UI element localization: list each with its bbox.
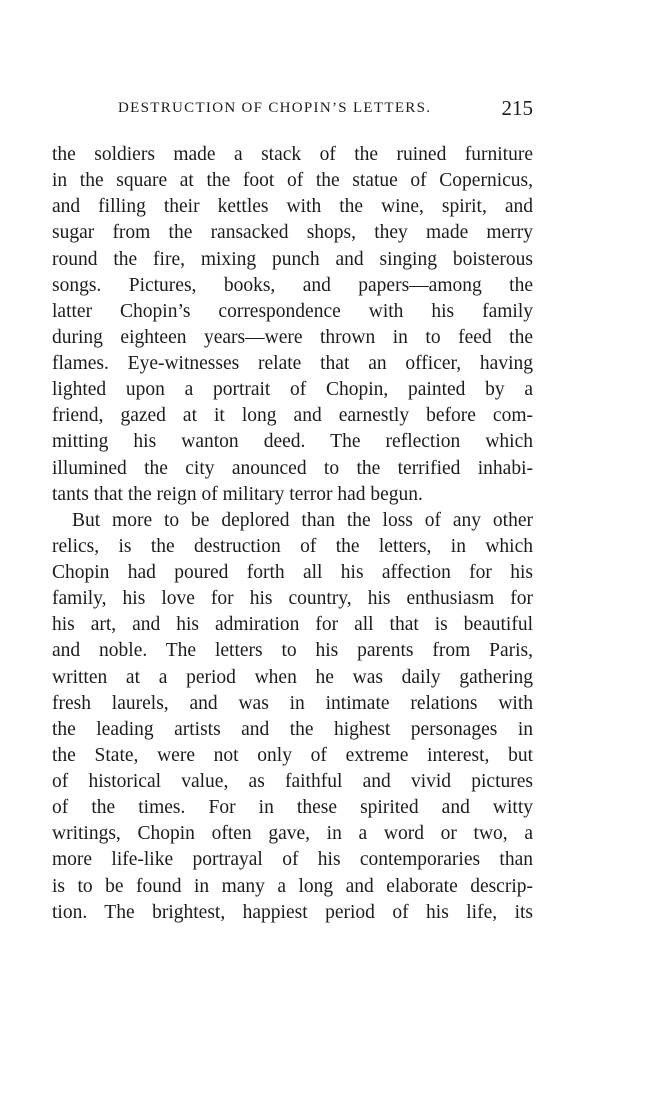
text-line: of historical value, as faithful and vivid pictures (52, 771, 533, 792)
page-number: 215 (501, 96, 533, 120)
text-line: family, his love for his country, his enthusiasm for (52, 588, 533, 610)
text-line: of the times. For in these spirited and witty (52, 797, 533, 819)
body-text (52, 142, 533, 926)
text-line: the leading artists and the highest personages in (52, 718, 533, 740)
text-line: written at a period when he was daily gathering (52, 666, 533, 688)
text-line: during eighteen years—were thrown in to feed the (52, 326, 533, 348)
text-line: fresh laurels, and was in intimate relations with (52, 692, 533, 714)
text-line: writings, Chopin often gave, in a word or two, a (52, 823, 533, 845)
text-line: latter Chopin’s correspondence with his family (52, 300, 533, 322)
text-line: is to be found in many a long and elaborate descrip- (52, 875, 533, 897)
text-line: friend, gazed at it long and earnestly before com- (52, 405, 533, 427)
text-line: tants that the reign of military terror had begun. (52, 483, 423, 505)
text-line: in the square at the foot of the statue of Copernicus, (52, 170, 533, 192)
text-line: his art, and his admiration for all that is beautiful (52, 614, 533, 636)
text-line: But more to be deplored than the loss of any other (72, 509, 533, 531)
text-line: illumined the city anounced to the terrified inhabi- (52, 457, 533, 479)
running-title: DESTRUCTION OF CHOPIN’S LETTERS. (118, 100, 432, 116)
text-line: sugar from the ransacked shops, they made merry (52, 222, 533, 244)
text-line: round the fire, mixing punch and singing boisterous (52, 248, 533, 270)
text-line: and filling their kettles with the wine, spirit, and (52, 196, 533, 218)
text-line: flames. Eye-witnesses relate that an officer, having (52, 353, 533, 374)
text-line: tion. The brightest, happiest period of his life, its (52, 901, 533, 923)
running-head (52, 96, 533, 126)
text-line: lighted upon a portrait of Chopin, painted by a (52, 379, 533, 401)
text-line: the State, were not only of extreme interest, but (52, 744, 533, 766)
text-line: more life-like portrayal of his contemporaries than (52, 849, 533, 871)
text-line: relics, is the destruction of the letters, in which (52, 535, 533, 557)
text-line: Chopin had poured forth all his affection for his (52, 562, 533, 583)
text-line: mitting his wanton deed. The reflection which (52, 431, 533, 453)
text-line: songs. Pictures, books, and papers—among the (52, 274, 533, 296)
text-line: and noble. The letters to his parents from Paris, (52, 640, 533, 662)
text-line: the soldiers made a stack of the ruined furniture (52, 144, 533, 165)
